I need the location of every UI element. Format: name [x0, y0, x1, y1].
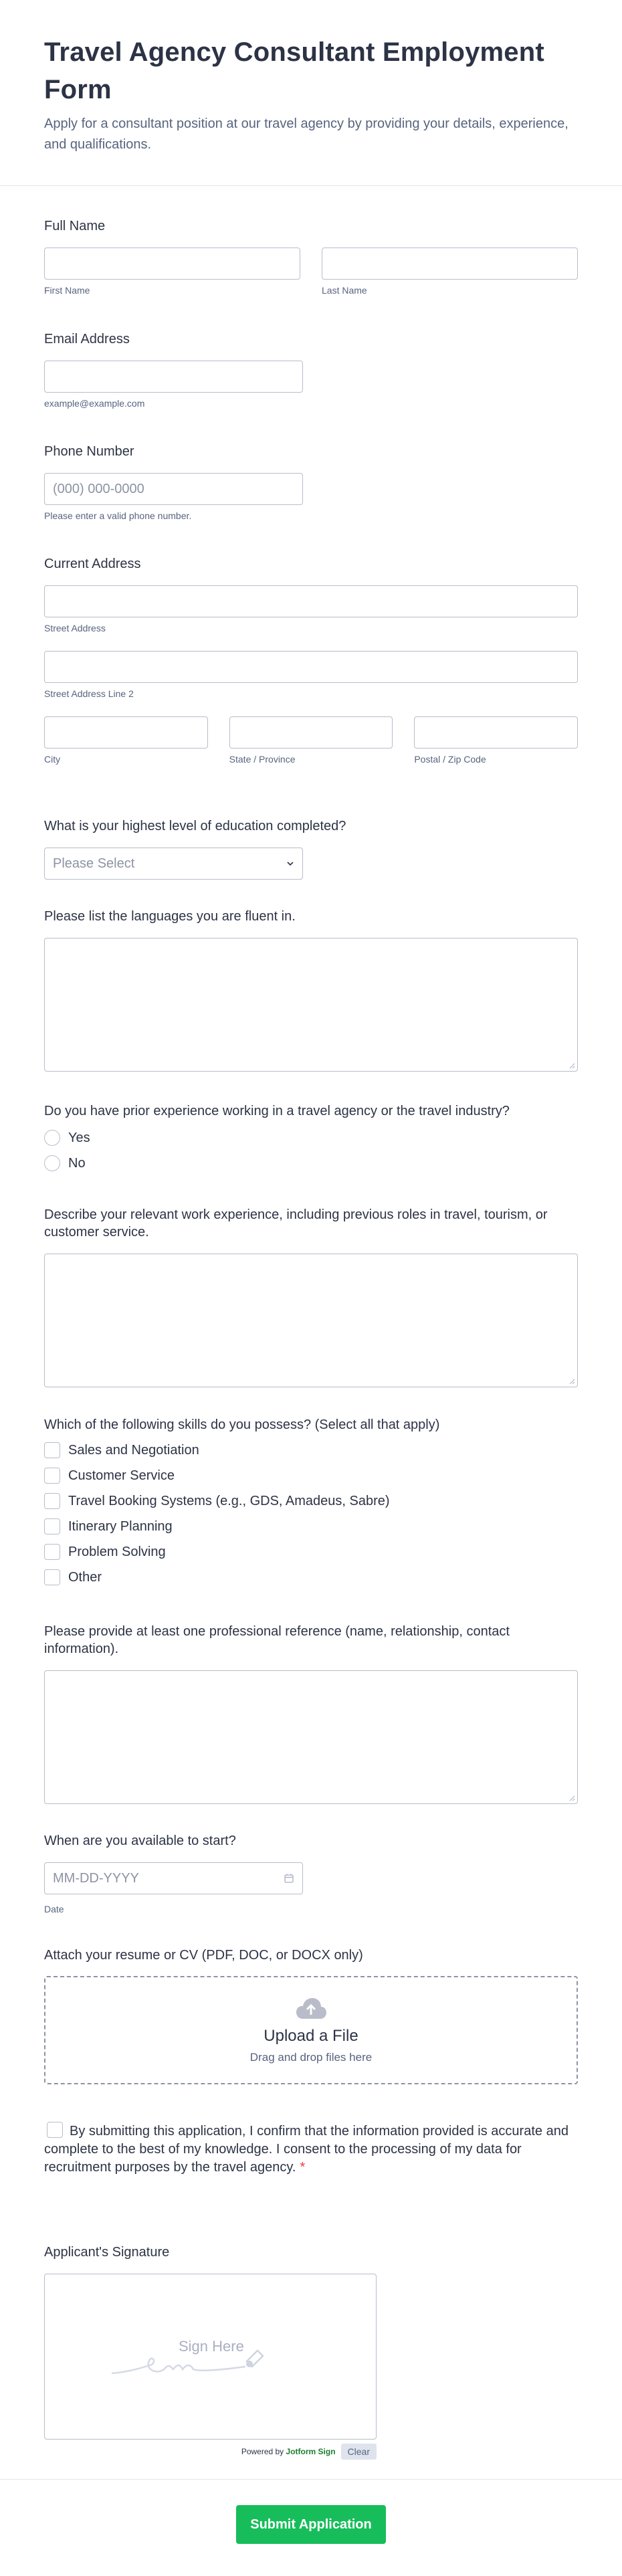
state-input[interactable]: [229, 716, 393, 749]
full-name-label: Full Name: [44, 219, 106, 233]
prior-experience-label: Do you have prior experience working in a travel agency or the travel industry?: [44, 1104, 510, 1118]
start-date-placeholder: MM-DD-YYYY: [53, 1870, 139, 1886]
reference-label: Please provide at least one professional reference (name, relationship, contact information).: [44, 1624, 510, 1656]
signature-scribble-icon: [112, 2335, 312, 2388]
file-upload-dropzone[interactable]: [44, 1976, 578, 2084]
signature-field: [44, 2244, 578, 2460]
consent-checkbox[interactable]: [47, 2122, 63, 2138]
address-field: [44, 555, 578, 765]
checkbox[interactable]: [44, 1442, 60, 1458]
start-date-sublabel: Date: [44, 1904, 64, 1914]
start-date-label: When are you available to start?: [44, 1834, 236, 1848]
first-name-input[interactable]: [44, 247, 300, 280]
checkbox-label: Customer Service: [68, 1468, 175, 1483]
checkbox-label: Travel Booking Systems (e.g., GDS, Amadeus, Sabre): [68, 1493, 390, 1508]
powered-by-text: [241, 2447, 336, 2456]
powered-brand: Jotform Sign: [286, 2447, 336, 2456]
signature-pad[interactable]: [44, 2274, 377, 2440]
email-label: Email Address: [44, 332, 130, 346]
required-mark: *: [300, 2160, 306, 2175]
form-title: Travel Agency Consultant Employment Form: [44, 37, 544, 104]
skill-option-customer-service[interactable]: [44, 1463, 578, 1488]
email-input[interactable]: [44, 361, 303, 393]
state-sublabel: State / Province: [229, 754, 296, 765]
phone-input[interactable]: (000) 000-0000: [44, 473, 303, 505]
education-field: [44, 817, 578, 880]
resume-field: [44, 1947, 578, 2084]
checkbox-label: Other: [68, 1569, 102, 1585]
email-field: [44, 330, 578, 409]
languages-label: Please list the languages you are fluent in.: [44, 909, 296, 924]
form-description: Apply for a consultant position at our travel agency by providing your details, experience, and qualifications.: [44, 116, 568, 152]
skills-field: [44, 1416, 578, 1590]
last-name-input[interactable]: [322, 247, 578, 280]
education-label: What is your highest level of education completed?: [44, 819, 346, 833]
skill-option-sales[interactable]: [44, 1438, 578, 1463]
work-experience-field: [44, 1206, 578, 1387]
street-address-2-sublabel: Street Address Line 2: [44, 688, 134, 699]
signature-label: Applicant's Signature: [44, 2245, 170, 2260]
form-header: [0, 0, 622, 186]
full-name-field: [44, 217, 578, 296]
city-sublabel: City: [44, 754, 61, 765]
street-address-input[interactable]: [44, 585, 578, 617]
street-address-sublabel: Street Address: [44, 623, 106, 633]
reference-field: [44, 1623, 578, 1804]
skill-option-problem-solving[interactable]: [44, 1539, 578, 1565]
resize-handle-icon[interactable]: [568, 1378, 575, 1385]
zip-sublabel: Postal / Zip Code: [414, 754, 486, 765]
consent-field: [44, 2122, 578, 2177]
consent-text-block: [44, 2122, 578, 2177]
checkbox[interactable]: [44, 1544, 60, 1560]
checkbox-label: Problem Solving: [68, 1544, 166, 1559]
checkbox[interactable]: [44, 1569, 60, 1585]
skills-label: Which of the following skills do you possess? (Select all that apply): [44, 1417, 440, 1432]
radio-label: Yes: [68, 1130, 90, 1145]
education-selected-value: Please Select: [53, 856, 135, 871]
powered-prefix: Powered by: [241, 2447, 284, 2456]
last-name-sublabel: Last Name: [322, 285, 367, 296]
resize-handle-icon[interactable]: [568, 1062, 575, 1069]
submit-button[interactable]: Submit Application: [236, 2505, 386, 2544]
radio-label: No: [68, 1155, 86, 1171]
form-footer: [0, 2479, 622, 2576]
calendar-icon[interactable]: [284, 1873, 294, 1884]
resize-handle-icon[interactable]: [568, 1795, 575, 1801]
cloud-upload-icon: [295, 1996, 327, 2020]
street-address-2-input[interactable]: [44, 651, 578, 683]
work-experience-label: Describe your relevant work experience, including previous roles in travel, tourism, or customer service.: [44, 1207, 548, 1240]
email-sublabel: example@example.com: [44, 398, 145, 409]
prior-experience-field: [44, 1102, 578, 1176]
upload-title: Upload a File: [264, 2027, 358, 2045]
skill-option-itinerary[interactable]: [44, 1514, 578, 1539]
radio-option-yes[interactable]: [44, 1125, 578, 1151]
chevron-down-icon: [286, 860, 294, 868]
reference-textarea[interactable]: [44, 1670, 578, 1804]
zip-input[interactable]: [414, 716, 578, 749]
education-select[interactable]: [44, 848, 303, 880]
consent-text: By submitting this application, I confirm that the information provided is accurate and complete to the best of my knowledge. I consent to the processing of my data for recruitment purposes by the travel agency.: [44, 2124, 568, 2175]
checkbox[interactable]: [44, 1493, 60, 1509]
phone-field: [44, 443, 578, 521]
radio-button[interactable]: [44, 1155, 60, 1171]
skill-option-other[interactable]: [44, 1565, 578, 1590]
city-input[interactable]: [44, 716, 208, 749]
start-date-input[interactable]: [44, 1862, 303, 1894]
checkbox-label: Sales and Negotiation: [68, 1442, 199, 1458]
work-experience-textarea[interactable]: [44, 1254, 578, 1387]
radio-button[interactable]: [44, 1130, 60, 1146]
radio-option-no[interactable]: [44, 1151, 578, 1176]
first-name-sublabel: First Name: [44, 285, 90, 296]
sign-here-hint: Sign Here: [179, 2338, 244, 2355]
phone-label: Phone Number: [44, 444, 134, 459]
resume-label: Attach your resume or CV (PDF, DOC, or DOCX only): [44, 1948, 363, 1963]
phone-sublabel: Please enter a valid phone number.: [44, 510, 192, 521]
languages-textarea[interactable]: [44, 938, 578, 1072]
checkbox-label: Itinerary Planning: [68, 1518, 173, 1534]
languages-field: [44, 908, 578, 1072]
checkbox[interactable]: [44, 1468, 60, 1484]
checkbox[interactable]: [44, 1518, 60, 1534]
address-label: Current Address: [44, 557, 141, 571]
start-date-field: [44, 1832, 578, 1914]
upload-subtitle: Drag and drop files here: [249, 2051, 373, 2064]
skill-option-booking-systems[interactable]: [44, 1488, 578, 1514]
clear-signature-button[interactable]: Clear: [341, 2444, 377, 2460]
